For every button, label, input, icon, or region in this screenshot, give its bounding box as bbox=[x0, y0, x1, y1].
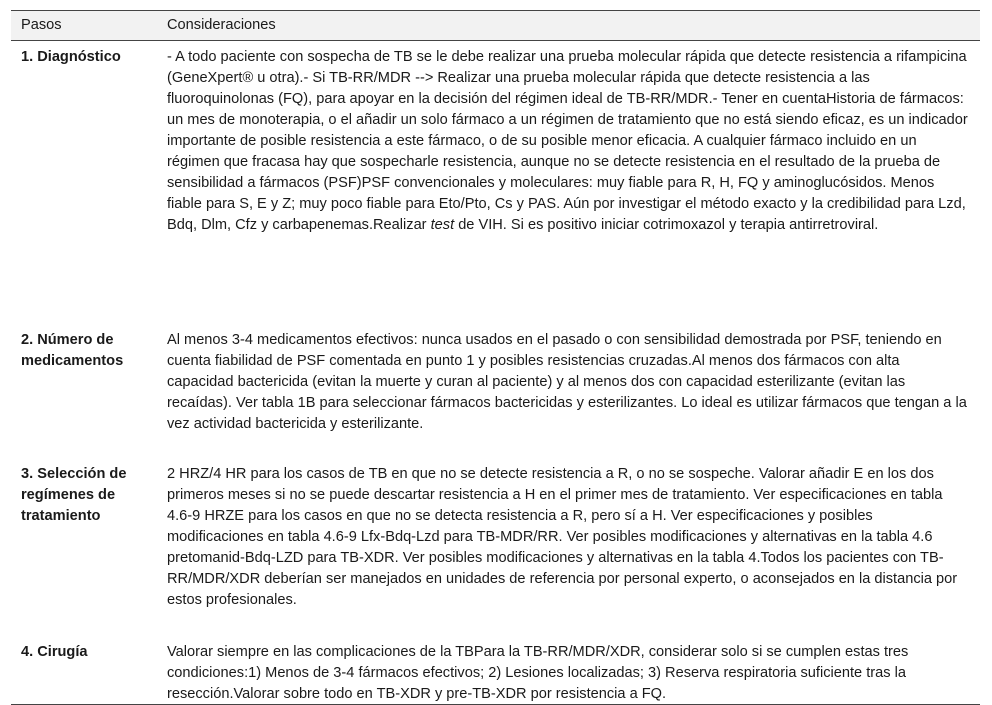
step-considerations: Al menos 3-4 medicamentos efectivos: nunca usados en el pasado o con sensibilidad demostrada por PSF, teniendo en cuenta fiabilidad de PSF comentada en punto 1 y posibles resistencias cruzadas.Al menos dos fármacos con alta capacidad bactericida (evitan la muerte y curan al paciente) y al menos dos con capacidad esterilizante (evitan las recaídas). Ver tabla 1B para seleccionar fármacos bactericidas y esterilizantes. Lo ideal es utilizar fármacos que tengan a la vez actividad bactericida y esterilizante. bbox=[167, 332, 967, 432]
step-label: 1. Diagnóstico bbox=[21, 49, 121, 65]
considerations-italic: test bbox=[430, 217, 455, 233]
step-considerations: Valorar siempre en las complicaciones de la TBPara la TB-RR/MDR/XDR, considerar solo si se cumplen estas tres condiciones:1) Menos de 3-4 fármacos efectivos; 2) Lesiones localizadas; 3) Reserva respiratoria suficiente tras la resección.Valorar sobre todo en TB-XDR y pre-TB-XDR por resistencia a FQ. bbox=[167, 644, 909, 702]
considerations-text: de VIH. Si es positivo iniciar cotrimoxazol y terapia antirretroviral. bbox=[454, 217, 879, 233]
step-label: 2. Número de medicamentos bbox=[21, 332, 124, 369]
header-pasos: Pasos bbox=[21, 17, 62, 33]
step-considerations bbox=[167, 47, 980, 236]
step-considerations: 2 HRZ/4 HR para los casos de TB en que no se detecte resistencia a R, o no se sospeche. Valorar añadir E en los dos primeros meses si no se puede descartar resistencia a H en el primer mes de tratamiento. Ver especificaciones en tabla 4.6-9 HRZE para los casos en que no se detecta resistencia a R, pero sí a H. Ver especificaciones y posibles modificaciones en tabla 4.6-9 Lfx-Bdq-Lzd para TB-MDR/RR. Ver posibles modificaciones y alternativas en la tabla 4.6 pretomanid-Bdq-LZD para TB-XDR. Ver posibles modificaciones y alternativas en la tabla 4.Todos los pacientes con TB-RR/MDR/XDR deberían ser manejados en unidades de referencia por personal experto, o aconsejados en la distancia por estos profesionales. bbox=[167, 466, 958, 608]
table-row bbox=[11, 458, 980, 636]
considerations-table bbox=[11, 10, 980, 705]
table-header bbox=[11, 10, 980, 41]
table-row bbox=[11, 324, 980, 458]
table-row bbox=[11, 41, 980, 324]
step-label: 4. Cirugía bbox=[21, 644, 88, 660]
header-consideraciones: Consideraciones bbox=[167, 17, 276, 33]
table-row bbox=[11, 636, 980, 705]
considerations-text: - A todo paciente con sospecha de TB se le debe realizar una prueba molecular rápida que detecte resistencia a rifampicina (GeneXpert® u otra).- Si TB-RR/MDR --> Realizar una prueba molecular rápida que detecte resistencia a las fluoroquinolonas (FQ), para apoyar en la decisión del régimen ideal de TB-RR/MDR.- Tener en cuentaHistoria de fármacos: un mes de monoterapia, o el añadir un solo fármaco a un régimen de tratamiento que no está siendo eficaz, es un indicador importante de posible resistencia a este fármaco, o de su posible menor eficacia. A cualquier fármaco incluido en un régimen que fracasa hay que sospecharle resistencia, aunque no se detecte resistencia en el resultado de la prueba de sensibilidad a fármacos (PSF)PSF convencionales y moleculares: muy fiable para R, H, FQ y aminoglucósidos. Menos fiable para S, E y Z; muy poco fiable para Eto/Pto, Cs y PAS. Aún por investigar el método exacto y la credibilidad para Lzd, Bdq, Dlm, Cfz y carbapenemas.Realizar bbox=[167, 49, 968, 233]
step-label: 3. Selección de regímenes de tratamiento bbox=[21, 466, 127, 524]
